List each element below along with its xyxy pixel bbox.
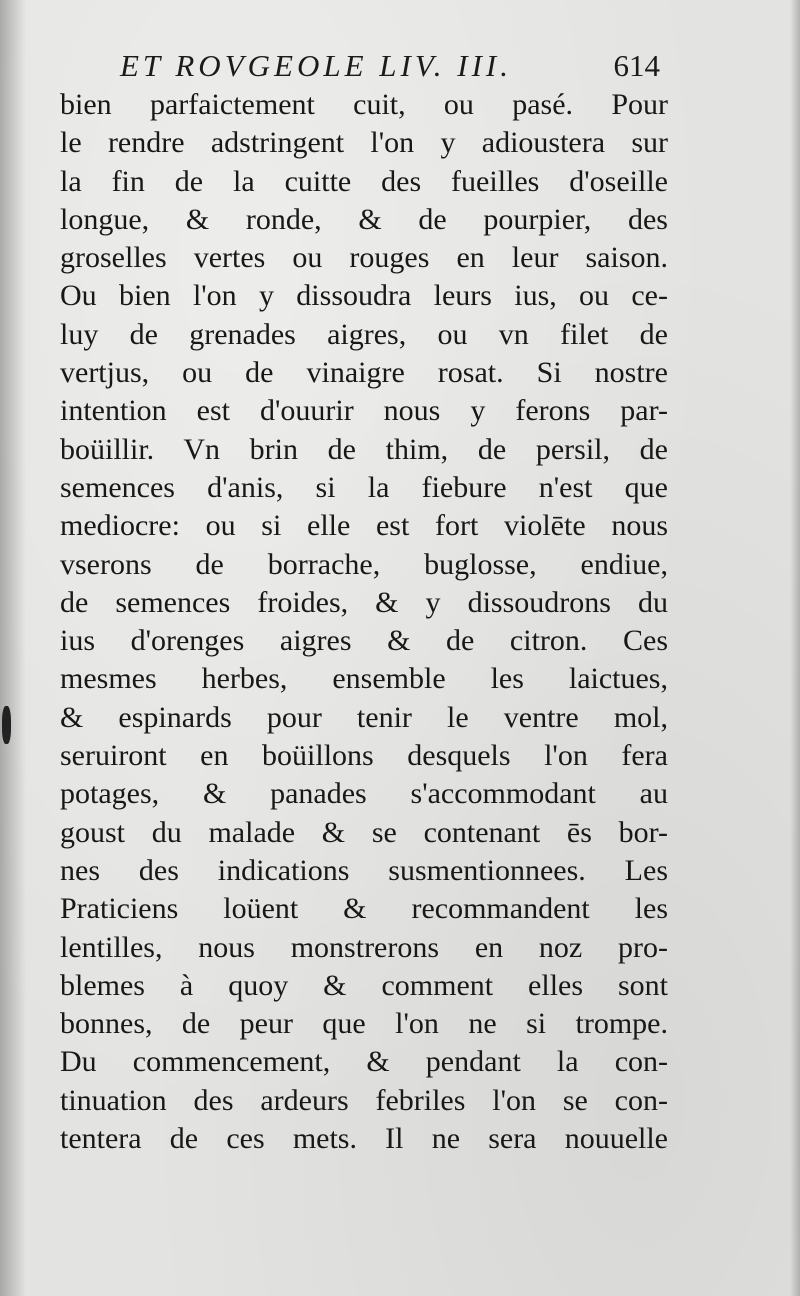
text-line: bien parfaictement cuit, ou pasé. Pour [60, 88, 668, 121]
text-line: de semences froides, & y dissoudrons du [60, 585, 668, 619]
text-line: boüillir. Vn brin de thim, de persil, de [60, 432, 668, 466]
text-line: bonnes, de peur que l'on ne si trompe. [60, 1007, 668, 1041]
text-line: potages, & panades s'accommodant au [60, 777, 668, 811]
text-line: intention est d'ouurir nous y ferons par- [60, 394, 668, 428]
ink-blot [2, 706, 11, 744]
text-line: blemes à quoy & comment elles sont [60, 968, 668, 1002]
text-line: lentilles, nous monstrerons en noz pro- [60, 930, 668, 964]
text-line: goust du malade & se contenant ēs bor- [60, 815, 668, 849]
text-line: groselles vertes ou rouges en leur saison. [60, 241, 668, 275]
text-line: Praticiens loüent & recommandent les [60, 892, 668, 926]
gutter-shadow [0, 0, 26, 1296]
text-line: tentera de ces mets. Il ne sera nouuelle [60, 1122, 668, 1156]
text-line: Du commencement, & pendant la con- [60, 1045, 668, 1079]
text-line: seruiront en boüillons desquels l'on fera [60, 739, 668, 773]
text-line: nes des indications susmentionnees. Les [60, 853, 668, 887]
text-line: le rendre adstringent l'on y adioustera sur [60, 126, 668, 160]
text-line: vertjus, ou de vinaigre rosat. Si nostre [60, 356, 668, 390]
running-head: ET ROVGEOLE LIV. III. [120, 48, 512, 83]
text-line: vserons de borrache, buglosse, endiue, [60, 547, 668, 581]
body-text [60, 86, 668, 1158]
text-line: luy de grenades aigres, ou vn filet de [60, 317, 668, 351]
text-line: & espinards pour tenir le ventre mol, [60, 700, 668, 734]
text-line: semences d'anis, si la fiebure n'est que [60, 470, 668, 504]
text-line: mesmes herbes, ensemble les laictues, [60, 662, 668, 696]
text-line: longue, & ronde, & de pourpier, des [60, 202, 668, 236]
text-line: ius d'orenges aigres & de citron. Ces [60, 624, 668, 658]
page-edge [790, 0, 800, 1296]
text-line: la fin de la cuitte des fueilles d'oseille [60, 164, 668, 198]
text-line: tinuation des ardeurs febriles l'on se con- [60, 1083, 668, 1117]
page-number: 614 [613, 48, 660, 83]
text-line: Ou bien l'on y dissoudra leurs ius, ou ce- [60, 279, 668, 313]
text-line: mediocre: ou si elle est fort violēte nous [60, 509, 668, 543]
